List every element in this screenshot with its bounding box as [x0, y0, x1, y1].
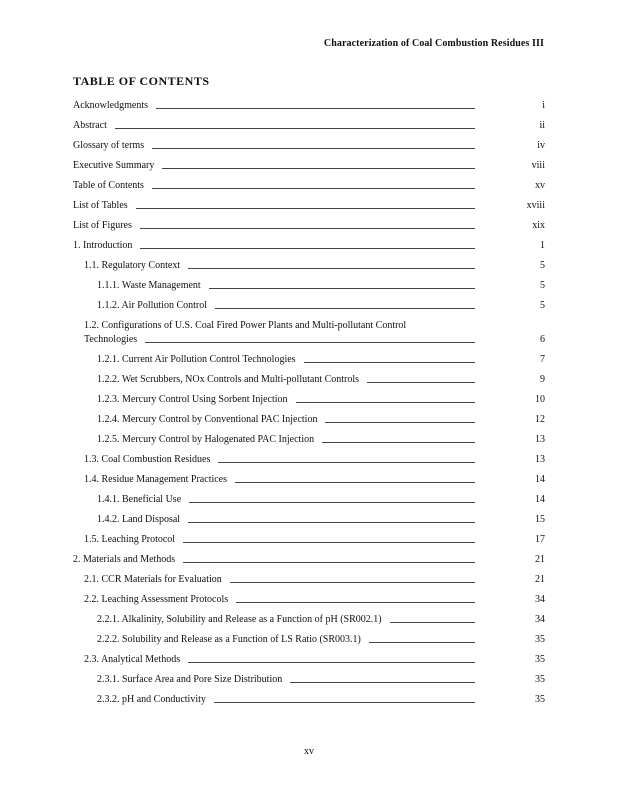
toc-entry[interactable] [73, 180, 545, 192]
toc-entry-page: iv [537, 140, 545, 151]
toc-entry-page: 13 [535, 454, 545, 465]
toc-entry-label: 2.2. Leaching Assessment Protocols [84, 594, 229, 605]
toc-entry[interactable] [73, 354, 545, 366]
running-header: Characterization of Coal Combustion Residues III [323, 38, 544, 49]
toc-entry[interactable] [73, 474, 545, 486]
toc-entry-page: 35 [535, 674, 545, 685]
toc-entry-page: 1 [540, 240, 545, 251]
dot-leader [215, 308, 475, 309]
toc-entry-label: 1.2.2. Wet Scrubbers, NOx Controls and Multi-pollutant Controls [97, 374, 360, 385]
dot-leader [230, 582, 475, 583]
toc-entry[interactable] [73, 634, 545, 646]
dot-leader [290, 682, 475, 683]
toc-entry-page: viii [531, 160, 545, 171]
toc-entry-label: 1.4.2. Land Disposal [97, 514, 181, 525]
toc-entry-page: 17 [535, 534, 545, 545]
toc-entry-label: 2.3.1. Surface Area and Pore Size Distribution [97, 674, 283, 685]
dot-leader [183, 542, 475, 543]
dot-leader [140, 248, 475, 249]
toc-entry-page: xviii [526, 200, 545, 211]
toc-entry-label: 1. Introduction [73, 240, 133, 251]
toc-entry-page: 13 [535, 434, 545, 445]
toc-entry-page: 5 [540, 260, 545, 271]
dot-leader [236, 602, 475, 603]
toc-entry-page: 9 [540, 374, 545, 385]
toc-entry-label: 1.2.3. Mercury Control Using Sorbent Injection [97, 394, 288, 405]
toc-entry[interactable] [73, 534, 545, 546]
toc-entry[interactable] [73, 240, 545, 252]
toc-entry[interactable] [73, 434, 545, 446]
toc-entry-label: Abstract [73, 120, 107, 131]
toc-entry-page: 14 [535, 474, 545, 485]
toc-entry-label: 2.3.2. pH and Conductivity [97, 694, 206, 705]
toc-entry-label: 2.3. Analytical Methods [84, 654, 181, 665]
toc-entry[interactable] [73, 220, 545, 232]
dot-leader [188, 268, 475, 269]
page-number: xv [304, 746, 314, 757]
dot-leader [115, 128, 475, 129]
toc-entry[interactable] [73, 160, 545, 172]
toc-entry[interactable] [73, 100, 545, 112]
toc-entry-page: 34 [535, 594, 545, 605]
toc-entry[interactable] [73, 280, 545, 292]
toc-entry-label: 2.2.1. Alkalinity, Solubility and Release as a Function of pH (SR002.1) [97, 614, 382, 625]
dot-leader [189, 502, 475, 503]
toc-entry-page: 34 [535, 614, 545, 625]
toc-entry-label: 1.3. Coal Combustion Residues [84, 454, 211, 465]
dot-leader [140, 228, 475, 229]
toc-entry-page: 7 [540, 354, 545, 365]
toc-entry-label: Table of Contents [73, 180, 144, 191]
toc-entry-label: 1.2.4. Mercury Control by Conventional PAC Injection [97, 414, 318, 425]
dot-leader [188, 522, 475, 523]
toc-entry[interactable] [73, 654, 545, 666]
table-of-contents [73, 100, 545, 714]
toc-entry[interactable] [73, 494, 545, 506]
dot-leader [235, 482, 475, 483]
dot-leader [296, 402, 475, 403]
toc-entry-page: xv [535, 180, 545, 191]
toc-entry-label-continued: Technologies [84, 334, 138, 345]
toc-entry-label: Glossary of terms [73, 140, 145, 151]
toc-entry-label: 2. Materials and Methods [73, 554, 176, 565]
toc-entry[interactable] [73, 200, 545, 212]
toc-entry[interactable] [73, 694, 545, 706]
toc-entry[interactable] [73, 394, 545, 406]
toc-entry-page: 21 [535, 554, 545, 565]
dot-leader [152, 188, 475, 189]
dot-leader [367, 382, 475, 383]
toc-entry-page: 35 [535, 634, 545, 645]
toc-entry-page: 5 [540, 280, 545, 291]
toc-entry-page: 35 [535, 694, 545, 705]
toc-entry-label: 1.1.2. Air Pollution Control [97, 300, 208, 311]
toc-entry-page: 35 [535, 654, 545, 665]
toc-entry[interactable] [73, 140, 545, 152]
toc-entry-label: List of Tables [73, 200, 128, 211]
toc-entry-page: ii [539, 120, 545, 131]
dot-leader [188, 662, 475, 663]
toc-entry-page: i [542, 100, 545, 111]
toc-entry[interactable] [73, 300, 545, 312]
toc-entry-label: 1.5. Leaching Protocol [84, 534, 176, 545]
dot-leader [218, 462, 475, 463]
toc-entry-label: 1.2.5. Mercury Control by Halogenated PAC Injection [97, 434, 315, 445]
toc-entry-page: 12 [535, 414, 545, 425]
toc-entry-label: List of Figures [73, 220, 132, 231]
dot-leader [390, 622, 475, 623]
dot-leader [162, 168, 475, 169]
toc-entry[interactable] [73, 454, 545, 466]
dot-leader [325, 422, 475, 423]
toc-entry[interactable] [73, 414, 545, 426]
toc-entry-page: 10 [535, 394, 545, 405]
toc-entry-page: 5 [540, 300, 545, 311]
dot-leader [209, 288, 475, 289]
toc-entry-page: 21 [535, 574, 545, 585]
dot-leader [145, 342, 475, 343]
toc-entry[interactable] [73, 594, 545, 606]
dot-leader [369, 642, 475, 643]
dot-leader [136, 208, 475, 209]
toc-entry-page: 6 [540, 334, 545, 345]
toc-entry[interactable] [73, 554, 545, 566]
dot-leader [156, 108, 475, 109]
toc-entry-label: 2.1. CCR Materials for Evaluation [84, 574, 222, 585]
dot-leader [214, 702, 475, 703]
toc-entry[interactable] [73, 514, 545, 526]
toc-entry-label: 1.2. Configurations of U.S. Coal Fired Power Plants and Multi-pollutant Control [84, 320, 407, 331]
toc-entry[interactable] [73, 320, 545, 346]
toc-entry-label: Executive Summary [73, 160, 155, 171]
dot-leader [152, 148, 475, 149]
dot-leader [322, 442, 475, 443]
toc-entry[interactable] [73, 260, 545, 272]
toc-entry-label: 1.4. Residue Management Practices [84, 474, 228, 485]
toc-entry-page: 15 [535, 514, 545, 525]
toc-entry[interactable] [73, 614, 545, 626]
toc-entry-label: 2.2.2. Solubility and Release as a Function of LS Ratio (SR003.1) [97, 634, 361, 645]
toc-entry-label: 1.1.1. Waste Management [97, 280, 201, 291]
toc-entry-label: 1.4.1. Beneficial Use [97, 494, 182, 505]
toc-entry[interactable] [73, 374, 545, 386]
toc-entry[interactable] [73, 120, 545, 132]
toc-entry[interactable] [73, 574, 545, 586]
toc-entry-label: 1.2.1. Current Air Pollution Control Technologies [97, 354, 296, 365]
toc-entry-label: Acknowledgments [73, 100, 148, 111]
dot-leader [183, 562, 475, 563]
toc-title: TABLE OF CONTENTS [73, 74, 210, 88]
toc-entry-label: 1.1. Regulatory Context [84, 260, 181, 271]
toc-entry-page: 14 [535, 494, 545, 505]
dot-leader [304, 362, 475, 363]
toc-entry-page: xix [532, 220, 545, 231]
toc-entry[interactable] [73, 674, 545, 686]
